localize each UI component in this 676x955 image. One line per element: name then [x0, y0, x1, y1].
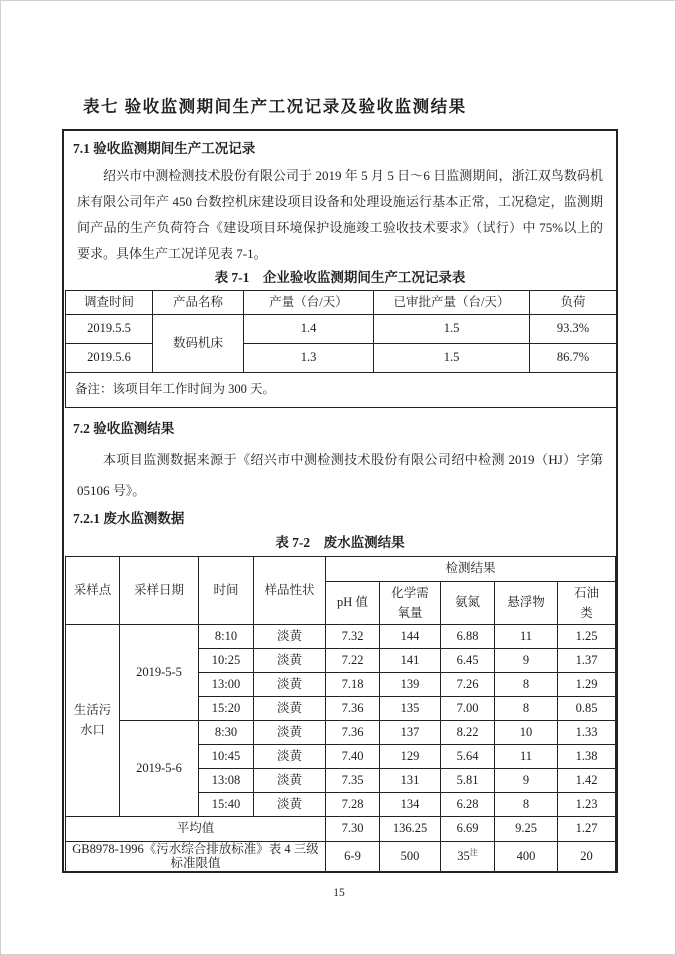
document-title: 表七 验收监测期间生产工况记录及验收监测结果 — [83, 97, 467, 116]
t2-appearance-cell: 淡黄 — [254, 769, 326, 793]
t2-cod-cell: 131 — [380, 769, 441, 793]
t2-appearance-cell: 淡黄 — [254, 625, 326, 649]
table-7-2-caption: 表 7-2 废水监测结果 — [275, 535, 405, 550]
t2-sample-point-text: 生活污水口 — [73, 703, 112, 738]
t2-standard-ss: 400 — [495, 842, 558, 872]
t1-date-cell: 2019.5.5 — [66, 315, 153, 344]
t2-standard-row — [66, 842, 616, 872]
t2-nh3n-cell: 6.88 — [441, 625, 495, 649]
t2-standard-nh3n — [441, 842, 495, 872]
t2-time-cell: 8:10 — [199, 625, 254, 649]
t2-ph-cell: 7.18 — [326, 673, 380, 697]
t2-ph-cell: 7.36 — [326, 721, 380, 745]
t1-output-cell: 1.3 — [244, 344, 374, 373]
t2-cod-cell: 137 — [380, 721, 441, 745]
t1-note-row — [66, 373, 617, 408]
t2-header-result-group: 检测结果 — [326, 557, 616, 582]
t2-nh3n-cell: 5.64 — [441, 745, 495, 769]
t2-oil-cell: 1.33 — [558, 721, 616, 745]
t2-appearance-cell: 淡黄 — [254, 673, 326, 697]
t2-ss-cell: 11 — [495, 625, 558, 649]
t2-oil-cell: 1.37 — [558, 649, 616, 673]
t1-approved-cell: 1.5 — [374, 315, 530, 344]
t2-ss-cell: 9 — [495, 769, 558, 793]
t2-ss-cell: 10 — [495, 721, 558, 745]
t2-header-appearance: 样品性状 — [254, 557, 326, 625]
t2-average-row — [66, 817, 616, 842]
t2-header-ss: 悬浮物 — [495, 582, 558, 625]
t2-time-cell: 10:45 — [199, 745, 254, 769]
t2-average-oil: 1.27 — [558, 817, 616, 842]
t2-header-cod-text: 化学需氧量 — [391, 585, 429, 620]
t1-header-output: 产量（台/天） — [244, 291, 374, 315]
t2-cod-cell: 135 — [380, 697, 441, 721]
t2-appearance-cell: 淡黄 — [254, 697, 326, 721]
t2-appearance-cell: 淡黄 — [254, 745, 326, 769]
t2-standard-ph: 6-9 — [326, 842, 380, 872]
t1-header-row — [66, 291, 617, 315]
t2-header-time: 时间 — [199, 557, 254, 625]
t2-ss-cell: 11 — [495, 745, 558, 769]
t1-load-cell: 86.7% — [530, 344, 617, 373]
t2-appearance-cell: 淡黄 — [254, 721, 326, 745]
t2-date-cell: 2019-5-5 — [120, 625, 199, 721]
t2-oil-cell: 1.38 — [558, 745, 616, 769]
t2-ph-cell: 7.40 — [326, 745, 380, 769]
t2-cod-cell: 134 — [380, 793, 441, 817]
t2-time-cell: 15:40 — [199, 793, 254, 817]
t1-header-load: 负荷 — [530, 291, 617, 315]
t2-data-row — [66, 721, 616, 745]
t2-standard-nh3n-note-mark: 注 — [469, 847, 478, 857]
content-border-box — [62, 129, 618, 873]
t2-oil-cell: 1.23 — [558, 793, 616, 817]
t2-nh3n-cell: 5.81 — [441, 769, 495, 793]
t2-header-nh3n: 氨氮 — [441, 582, 495, 625]
t2-nh3n-cell: 7.00 — [441, 697, 495, 721]
section-7-1-paragraph: 绍兴市中测检测技术股份有限公司于 2019 年 5 月 5 日～6 日监测期间，浙江双鸟数码机床有限公司年产 450 台数控机床建设项目设备和处理设施运行基本正常，工况稳定，监测期间产品的生产负荷符合《建设项目环境保护设施竣工验收技术要求》（试行）中 75%以上的要求。具体生产工况详见表 7-1。 — [77, 168, 603, 261]
t2-average-ss: 9.25 — [495, 817, 558, 842]
t2-standard-label: GB8978-1996《污水综合排放标准》表 4 三级标准限值 — [66, 842, 326, 872]
t2-ph-cell: 7.28 — [326, 793, 380, 817]
t2-time-cell: 8:30 — [199, 721, 254, 745]
t2-header-cod — [380, 582, 441, 625]
t2-average-cod: 136.25 — [380, 817, 441, 842]
table-7-2-wastewater-results — [65, 556, 616, 872]
t1-note-cell: 备注：该项目年工作时间为 300 天。 — [66, 373, 617, 408]
table-7-1-caption: 表 7-1 企业验收监测期间生产工况记录表 — [214, 270, 466, 285]
t2-header-sample-point: 采样点 — [66, 557, 120, 625]
t2-standard-cod: 500 — [380, 842, 441, 872]
t2-header-sample-date: 采样日期 — [120, 557, 199, 625]
t2-ss-cell: 9 — [495, 649, 558, 673]
t2-ph-cell: 7.36 — [326, 697, 380, 721]
t1-data-row — [66, 315, 617, 344]
t2-average-nh3n: 6.69 — [441, 817, 495, 842]
t2-standard-nh3n-value: 35 — [457, 848, 470, 863]
t2-cod-cell: 144 — [380, 625, 441, 649]
t2-date-cell: 2019-5-6 — [120, 721, 199, 817]
t2-average-label: 平均值 — [66, 817, 326, 842]
t2-average-ph: 7.30 — [326, 817, 380, 842]
t1-header-product-name: 产品名称 — [153, 291, 244, 315]
table-7-1-production-record — [65, 290, 617, 408]
t2-ss-cell: 8 — [495, 697, 558, 721]
t2-time-cell: 10:25 — [199, 649, 254, 673]
t2-oil-cell: 1.29 — [558, 673, 616, 697]
t2-time-cell: 13:08 — [199, 769, 254, 793]
t2-time-cell: 15:20 — [199, 697, 254, 721]
t2-nh3n-cell: 6.45 — [441, 649, 495, 673]
t2-nh3n-cell: 6.28 — [441, 793, 495, 817]
t2-cod-cell: 129 — [380, 745, 441, 769]
t2-oil-cell: 0.85 — [558, 697, 616, 721]
t1-approved-cell: 1.5 — [374, 344, 530, 373]
t2-header-ph: pH 值 — [326, 582, 380, 625]
t2-nh3n-cell: 7.26 — [441, 673, 495, 697]
t2-appearance-cell: 淡黄 — [254, 649, 326, 673]
t2-ph-cell: 7.22 — [326, 649, 380, 673]
section-7-2-heading: 7.2 验收监测结果 — [73, 421, 175, 436]
t2-time-cell: 13:00 — [199, 673, 254, 697]
t2-cod-cell: 139 — [380, 673, 441, 697]
t2-ph-cell: 7.35 — [326, 769, 380, 793]
t2-data-row — [66, 625, 616, 649]
t1-product-cell: 数码机床 — [153, 315, 244, 373]
t2-ss-cell: 8 — [495, 793, 558, 817]
t2-header-row-1 — [66, 557, 616, 582]
t2-header-oil — [558, 582, 616, 625]
t2-sample-point-cell — [66, 625, 120, 817]
t2-ss-cell: 8 — [495, 673, 558, 697]
t2-oil-cell: 1.42 — [558, 769, 616, 793]
t2-standard-oil: 20 — [558, 842, 616, 872]
page-number: 15 — [333, 887, 345, 899]
section-7-2-1-heading: 7.2.1 废水监测数据 — [73, 511, 185, 526]
t2-oil-cell: 1.25 — [558, 625, 616, 649]
t1-header-survey-date: 调查时间 — [66, 291, 153, 315]
t1-date-cell: 2019.5.6 — [66, 344, 153, 373]
t1-load-cell: 93.3% — [530, 315, 617, 344]
t2-nh3n-cell: 8.22 — [441, 721, 495, 745]
t1-header-approved-output: 已审批产量（台/天） — [374, 291, 530, 315]
section-7-2-paragraph: 本项目监测数据来源于《绍兴市中测检测技术股份有限公司绍中检测 2019（HJ）字第 05106 号》。 — [77, 452, 603, 498]
t2-appearance-cell: 淡黄 — [254, 793, 326, 817]
t2-cod-cell: 141 — [380, 649, 441, 673]
t2-header-oil-text: 石油类 — [573, 585, 599, 620]
t1-data-row — [66, 344, 617, 373]
t1-output-cell: 1.4 — [244, 315, 374, 344]
section-7-1-heading: 7.1 验收监测期间生产工况记录 — [73, 141, 256, 156]
t2-ph-cell: 7.32 — [326, 625, 380, 649]
